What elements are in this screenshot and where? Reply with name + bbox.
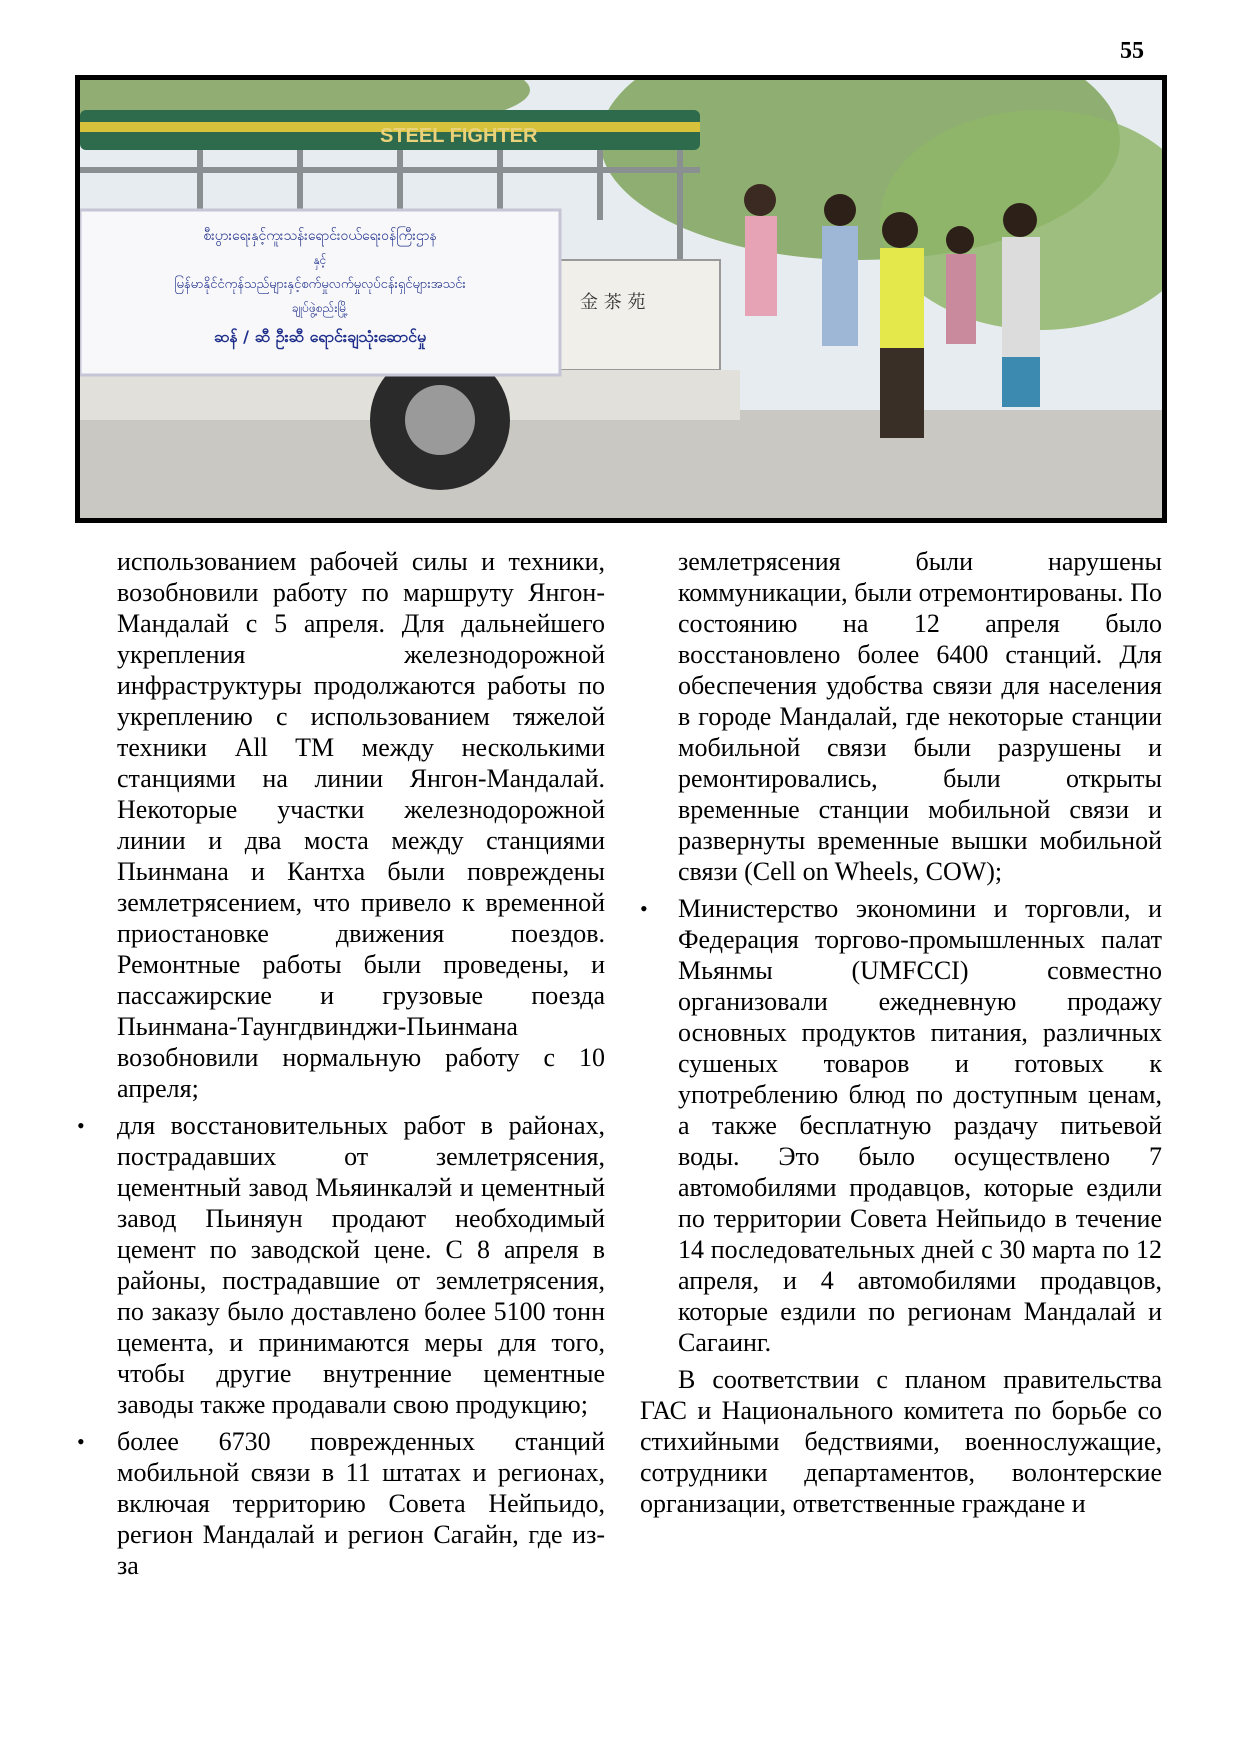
right-bullet-list xyxy=(640,893,1162,1358)
left-bullet-list xyxy=(117,1110,605,1581)
truck-scene-image xyxy=(80,80,1162,518)
right-column xyxy=(640,546,1162,1525)
list-item: • Министерство экономини и торговли, и Федерация торгово-промышленных палат Мьянмы (UMFCCI) совместно организовали ежедневную продажу основных продуктов питания, различных сушеных товаров и готовых к употреблению блюд по доступным ценам, а также бесплатную раздачу питьевой воды. Это было осуществлено 7 автомобилями продавцов, которые ездили по территории Совета Нейпьидо в течение 14 последовательных дней с 30 марта по 12 апреля, и 4 автомобилями продавцов, которые ездили по регионам Мандалай и Сагаинг. xyxy=(640,893,1162,1358)
banner-line-3: မြန်မာနိုင်ငံကုန်သည်များနှင့်စက်မှုလက်မှုလုပ်ငန်းရှင်များအသင်း xyxy=(174,277,466,292)
list-item: • для восстановительных работ в районах, пострадавших от землетрясения, цементный завод Мьяинкалэй и цементный завод Пьиняун продают необходимый цемент по заводской цене. С 8 апреля в районы, пострадавшие от землетрясения, по заказу было доставлено более 5100 тонн цемента, и принимаются меры для того, чтобы другие внутренние цементные заводы также продавали свою продукцию; xyxy=(117,1110,605,1420)
truck-top-text: STEEL FIGHTER xyxy=(380,125,538,147)
banner-line-1: စီးပွားရေးနှင့်ကူးသန်းရောင်းဝယ်ရေးဝန်ကြီးဌာန xyxy=(203,228,437,244)
banner-line-4: ချုပ်ဖွဲ့စည်းမြို့ xyxy=(291,301,349,315)
final-paragraph: В соответствии с планом правительства ГАС и Национального комитета по борьбе со стихийными бедствиями, военнослужащие, сотрудники департаментов, волонтерские организации, ответственные граждане и xyxy=(640,1365,1162,1518)
page-number: 55 xyxy=(1120,38,1144,64)
news-photo xyxy=(75,75,1167,523)
left-column xyxy=(117,546,605,1587)
banner-line-5: ဆန် / ဆီ ဦးဆီ ရောင်းချသုံးဆောင်မှု xyxy=(213,327,427,346)
left-continuation-paragraph: использованием рабочей силы и техники, возобновили работу по маршруту Янгон-Мандалай с 5 апреля. Для дальнейшего укрепления железнодорожной инфраструктуры продолжаются работы по укреплению с использованием тяжелой техники All TM между несколькими станциями на линии Янгон-Мандалай. Некоторые участки железнодорожной линии и два моста между станциями Пьинмана и Кантха были повреждены землетрясением, что привело к временной приостановке движения поездов. Ремонтные работы были проведены, и пассажирские и грузовые поезда Пьинмана-Таунгдвинджи-Пьинмана возобновили нормальную работу с 10 апреля; xyxy=(117,547,605,1103)
right-continuation-paragraph: землетрясения были нарушены коммуникации, были отремонтированы. По состоянию на 12 апреля было восстановлено более 6400 станций. Для обеспечения удобства связи для населения в городе Мандалай, где некоторые станции мобильной связи были разрушены и ремонтировались, были открыты временные станции мобильной связи и развернуты временные вышки мобильной связи (Cell on Wheels, COW); xyxy=(678,547,1162,886)
banner-line-2: နှင့် xyxy=(313,253,327,267)
list-item: • более 6730 поврежденных станций мобильной связи в 11 штатах и регионах, включая территорию Совета Нейпьидо, регион Мандалай и регион Сагайн, где из-за xyxy=(117,1426,605,1581)
truck-side-text: 金 茶 苑 xyxy=(580,292,646,313)
